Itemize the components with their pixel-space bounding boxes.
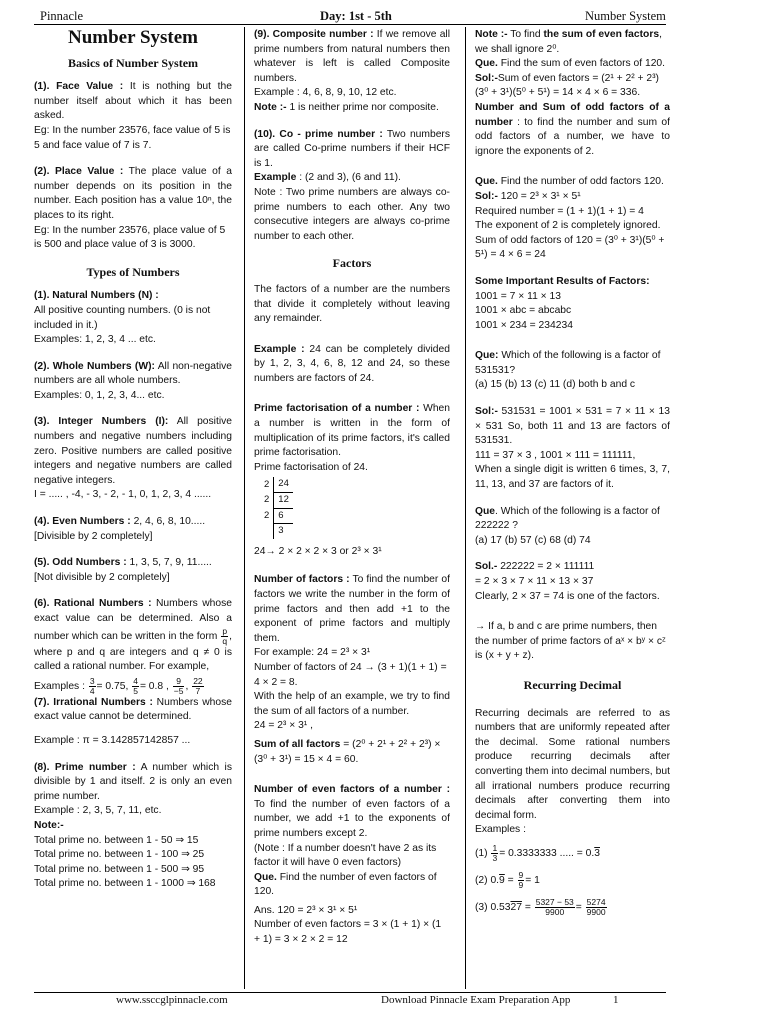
coprime-paragraph: (10). Co - prime number : Two numbers are called Co-prime numbers if their HCF is 1. [254, 128, 451, 169]
factors-definition: The factors of a number are the numbers that divide it completely without leaving any remainder. [254, 283, 450, 325]
prime-count-item: Total prime no. between 1 - 500 ⇒ 95 [34, 863, 205, 875]
page-title: Number System [67, 27, 198, 48]
prime-factor-count-rule: → If a, b and c are prime numbers, then the number of prime factors of aˣ × bʸ × cᶻ is (x + y + z). [475, 621, 666, 662]
even-factors-paragraph: Number of even factors of a number : To find the number of even factors of a number, we add +1 to the exponents of prime numbers except 2. [254, 784, 450, 839]
solution-line: = 2 × 3 × 7 × 11 × 13 × 37 [475, 576, 594, 587]
solution-line: Required number = (1 + 1)(1 + 1) = 4 [475, 205, 644, 217]
even-paragraph: (4). Even Numbers : 2, 4, 6, 8, 10..... [Divisible by 2 completely] [34, 516, 206, 542]
even-factors-question: Que. Find the number of even factors of 120. [254, 871, 437, 898]
odd-factors-paragraph: Number and Sum of odd factors of a number : to find the number and sum of odd factors of a number, we have to ignore the exponents of 2. [475, 101, 670, 157]
result-item: 1001 = 7 × 11 × 13 [475, 290, 561, 302]
place-value-example: Eg: In the number 23576, place value of 5 is 500 and place value of 3 is 3000. [34, 224, 226, 251]
factors-example: Example : 24 can be completely divided by 1, 2, 3, 4, 6, 8, 12 and 24, so these numbers are factors of 24. [254, 343, 450, 384]
question-222222-options: (a) 17 (b) 57 (c) 68 (d) 74 [475, 534, 591, 546]
result-item: 1001 × 234 = 234234 [475, 319, 573, 331]
whole-paragraph: (2). Whole Numbers (W): All non-negative numbers are all whole numbers. [34, 360, 232, 387]
section-heading-recurring: Recurring Decimal [523, 677, 622, 692]
rational-paragraph: (6). Rational Numbers : Numbers whose exact value can be determined. Also a number which can be written in the form $\frac{p}{q}$ , where p and q are integers and q ≠ 0 is called a rational number. For example, [34, 598, 232, 673]
face-value-paragraph: (1). Face Value : It is nothing but the number itself about which it has been asked. [34, 81, 232, 122]
prime-count-item: Total prime no. between 1 - 100 ⇒ 25 [34, 849, 205, 861]
prime-paragraph: (8). Prime number : A number which is divisible by 1 and itself. 2 is only an even prime number. [34, 761, 232, 802]
coprime-note: Note : Two prime numbers are always co-prime numbers to each other. Any two consecutive integers are always co-prime number to each other. [254, 186, 450, 242]
solution-531531: Sol:- 531531 = 1001 × 531 = 7 × 11 × 13 × 531 So, both 11 and 13 are factors of 531531. [475, 406, 670, 447]
integer-example: I = ..... , -4, - 3, - 2, - 1, 0, 1, 2, 3, 4 ...... [34, 489, 212, 501]
irrational-example: Example : π = 3.142857142857 ... [34, 734, 191, 746]
place-value-paragraph: (2). Place Value : The place value of a number depends on its position in the number. Each position has a value 10ⁿ, the places to its right. [34, 166, 232, 221]
number-of-factors-example: For example: 24 = 2³ × 3¹ [254, 647, 371, 659]
even-sum-note: Note :- To find the sum of even factors, we shall ignore 2⁰. [475, 29, 662, 55]
fraction: $\frac{p}{q}$ [222, 625, 228, 646]
composite-paragraph: (9). Composite number : If we remove all prime numbers from natural numbers then whatever is left is called Composite numbers. [254, 29, 451, 84]
division-table: 2 24 2 12 2 6 3 [260, 477, 293, 538]
solution-line: Sum of odd factors of 120 = (3⁰ + 3¹)(5⁰ + 5¹) = 4 × 6 = 24 [475, 234, 665, 261]
even-factors-answer: Ans. 120 = 2³ × 3¹ × 5¹ [254, 904, 358, 916]
column-divider [244, 27, 245, 989]
question-odd-factors: Que. Find the number of odd factors 120. [475, 176, 664, 188]
column-2 [254, 28, 450, 948]
whole-example: Examples: 0, 1, 2, 3, 4... etc. [34, 389, 165, 401]
prime-count-item: Total prime no. between 1 - 1000 ⇒ 168 [34, 878, 216, 890]
question-sum-even: Que. Find the sum of even factors of 120. [475, 58, 666, 70]
header-rule [34, 24, 666, 25]
number-of-factors-paragraph: Number of factors : To find the number of factors we write the number in the form of prime factors and then add +1 to the exponent of prime factors and multiply them. [254, 574, 450, 644]
recurring-example-2: (2) 0.9 = $\frac{9}{9}$ = 1 [475, 869, 540, 890]
header-topic: Number System [585, 9, 666, 23]
face-value-example: Eg: In the number 23576, face value of 5 is 5 and face value of 7 is 7. [34, 124, 231, 151]
sum-all-factors: Sum of all factors = (2⁰ + 2¹ + 2² + 2³) × (3⁰ + 3¹) = 15 × 4 = 60. [254, 738, 441, 765]
prime-example: Example : 2, 3, 5, 7, 11, etc. [34, 805, 162, 817]
solution-line: Clearly, 2 × 37 = 74 is one of the factors. [475, 590, 660, 602]
section-heading-types: Types of Numbers [86, 264, 180, 279]
odd-paragraph: (5). Odd Numbers : 1, 3, 5, 7, 9, 11..... [Not divisible by 2 completely] [34, 557, 212, 583]
coprime-example: Example : (2 and 3), (6 and 11). [254, 172, 401, 184]
natural-label: (1). Natural Numbers (N) : [34, 290, 159, 302]
prime-count-item: Total prime no. between 1 - 50 ⇒ 15 [34, 834, 199, 846]
prime-factorisation-of: Prime factorisation of 24. [254, 461, 368, 473]
footer-rule [34, 992, 666, 993]
integer-paragraph: (3). Integer Numbers (I): All positive numbers and negative numbers including zero. Positive numbers are called positive integers and negative numbers are called negative integers. [34, 416, 232, 486]
sum-intro: With the help of an example, we try to find the sum of all factors of a number. [254, 691, 450, 717]
section-heading-basics: Basics of Number System [67, 55, 199, 70]
recurring-example-1: (1) $\frac{1}{3}$ = 0.3333333 ..... = 0.3 [475, 842, 600, 863]
column-1 [34, 28, 232, 892]
page-number: 1 [613, 994, 619, 1006]
composite-note: Note :- 1 is neither prime nor composite. [254, 101, 439, 113]
footer-website-link[interactable]: www.ssccglpinnacle.com [116, 994, 228, 1006]
prime-note-label: Note:- [34, 819, 64, 831]
important-results-label: Some Important Results of Factors: [475, 275, 650, 287]
solution-line: The exponent of 2 is completely ignored. [475, 220, 661, 232]
solution-odd-factors: Sol:- 120 = 2³ × 3¹ × 5¹ [475, 190, 581, 202]
result-item: 1001 × abc = abcabc [475, 305, 572, 317]
footer-app-text: Download Pinnacle Exam Preparation App [381, 994, 571, 1006]
natural-text: All positive counting numbers. (0 is not included in it.) [34, 304, 211, 331]
header-day: Day: 1st - 5th [320, 9, 392, 23]
solution-222222: Sol.- 222222 = 2 × 111111 [475, 561, 595, 573]
column-divider [465, 27, 466, 989]
recurring-example-3: (3) 0.5327 = $\frac{5327 - 53}{9900}$ = $\frac{5274}{9900}$ [475, 896, 606, 917]
header-brand: Pinnacle [40, 9, 84, 23]
even-factors-answer-calc: Number of even factors = 3 × (1 + 1) × (1 + 1) = 3 × 2 × 2 = 12 [254, 919, 442, 946]
solution-sum-even: Sol:-Sum of even factors = (2¹ + 2² + 2³)(3⁰ + 3¹)(5⁰ + 5¹) = 14 × 4 × 6 = 336. [475, 72, 659, 99]
question-531531: Que: Which of the following is a factor of 531531? [475, 350, 661, 376]
even-factors-note: (Note : If a number doesn't have 2 as its factor it will have 0 even factors) [254, 842, 437, 869]
sum-24: 24 = 2³ × 3¹ , [254, 720, 313, 732]
section-heading-factors: Factors [332, 256, 372, 271]
rational-examples: Examples : $\frac{3}{4}$ = 0.75, $\frac{4}{5}$ = 0.8 , $\frac{9}{-5}$ , $\frac{22}{7}$ [34, 675, 203, 696]
irrational-paragraph: (7). Irrational Numbers : Numbers whose exact value cannot be determined. [34, 696, 232, 723]
column-3 [475, 28, 670, 917]
recurring-definition: Recurring decimals are referred to as numbers that are uniformly repeated after the decimal. Some rational numbers produce recurring decimals after converting them into decimal numbers, but all irrational numbers produce recurring decimals after converting them into decimal form. [475, 707, 670, 821]
composite-example: Example : 4, 6, 8, 9, 10, 12 etc. [254, 87, 397, 99]
solution-line: When a single digit is written 6 times, 3, 7, 11, 13, and 37 are factors of it. [475, 464, 670, 491]
solution-line: 111 = 37 × 3 , 1001 × 111 = 111111, [475, 449, 636, 461]
recurring-examples-label: Examples : [475, 824, 526, 836]
number-of-factors-calc: Number of factors of 24 → (3 + 1)(1 + 1) = 4 × 2 = 8. [254, 661, 447, 688]
natural-example: Examples: 1, 2, 3, 4 ... etc. [34, 334, 156, 346]
prime-factorisation-paragraph: Prime factorisation of a number : When a number is written in the form of multiplication of its prime factors, it's called prime factorisation. [254, 403, 450, 459]
question-222222: Que. Which of the following is a factor of 222222 ? [475, 505, 660, 532]
prime-factorisation-result: 24→ 2 × 2 × 2 × 3 or 2³ × 3¹ [254, 545, 382, 557]
page-header [0, 6, 768, 26]
question-531531-options: (a) 15 (b) 13 (c) 11 (d) both b and c [475, 379, 636, 391]
